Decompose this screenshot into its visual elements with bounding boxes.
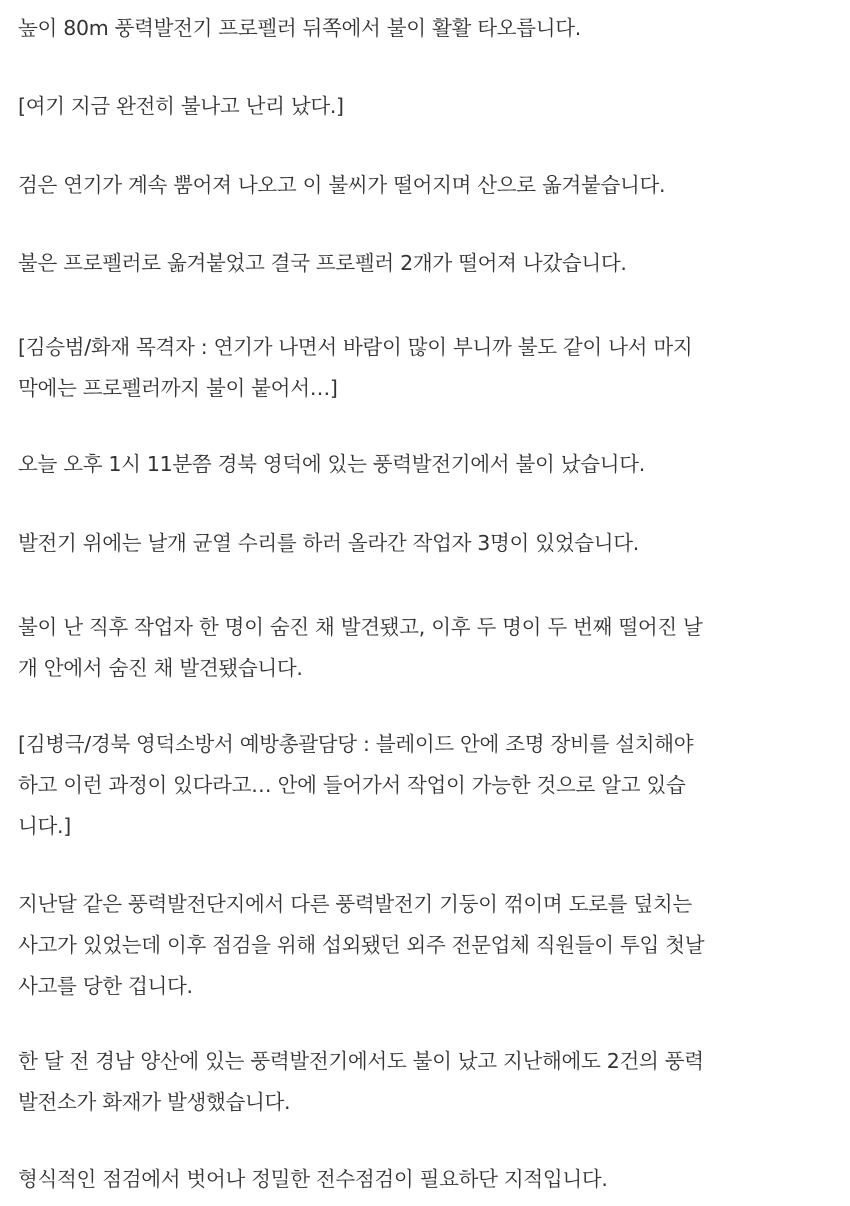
- text-line: [김병극/경북 영덕소방서 예방총괄담당 : 블레이드 안에 조명 장비를 설치해야: [18, 732, 694, 756]
- text-line: 오늘 오후 1시 11분쯤 경북 영덕에 있는 풍력발전기에서 불이 났습니다.: [18, 452, 645, 476]
- text-line: 개 안에서 숨진 채 발견됐습니다.: [18, 656, 303, 680]
- text-line: 검은 연기가 계속 뿜어져 나오고 이 불씨가 떨어지며 산으로 옮겨붙습니다.: [18, 173, 666, 197]
- text-line: 불은 프로펠러로 옮겨붙었고 결국 프로펠러 2개가 떨어져 나갔습니다.: [18, 251, 627, 275]
- text-line: 발전기 위에는 날개 균열 수리를 하러 올라간 작업자 3명이 있었습니다.: [18, 531, 639, 555]
- text-line: 니다.]: [18, 814, 71, 838]
- text-line: [김승범/화재 목격자 : 연기가 나면서 바람이 많이 부니까 불도 같이 나서 마지: [18, 335, 693, 359]
- quote-paragraph: [18, 724, 838, 847]
- text-line: 높이 80m 풍력발전기 프로펠러 뒤쪽에서 불이 활활 타오릅니다.: [18, 16, 581, 40]
- text-line: 사고가 있었는데 이후 점검을 위해 섭외됐던 외주 전문업체 직원들이 투입 첫날: [18, 933, 705, 957]
- paragraph: [18, 1041, 838, 1123]
- paragraph: [18, 884, 838, 1007]
- paragraph: [18, 444, 838, 485]
- text-line: 불이 난 직후 작업자 한 명이 숨진 채 발견됐고, 이후 두 명이 두 번째 떨어진 날: [18, 615, 703, 639]
- quote-paragraph: [18, 327, 838, 409]
- paragraph: [18, 523, 838, 564]
- paragraph: [18, 243, 838, 284]
- paragraph: [18, 607, 838, 689]
- text-line: 사고를 당한 겁니다.: [18, 974, 193, 998]
- text-line: 하고 이런 과정이 있다라고… 안에 들어가서 작업이 가능한 것으로 알고 있습: [18, 773, 686, 797]
- paragraph: [18, 8, 838, 49]
- text-line: 발전소가 화재가 발생했습니다.: [18, 1090, 291, 1114]
- text-line: 한 달 전 경남 양산에 있는 풍력발전기에서도 불이 났고 지난해에도 2건의 풍력: [18, 1049, 704, 1073]
- paragraph: [18, 165, 838, 206]
- text-line: 막에는 프로펠러까지 불이 붙어서…]: [18, 376, 338, 400]
- quote-paragraph: [18, 86, 838, 127]
- text-line: 형식적인 점검에서 벗어나 정밀한 전수점검이 필요하단 지적입니다.: [18, 1167, 608, 1191]
- text-line: [여기 지금 완전히 불나고 난리 났다.]: [18, 94, 344, 118]
- text-line: 지난달 같은 풍력발전단지에서 다른 풍력발전기 기둥이 꺾이며 도로를 덮치는: [18, 892, 692, 916]
- paragraph: [18, 1159, 838, 1200]
